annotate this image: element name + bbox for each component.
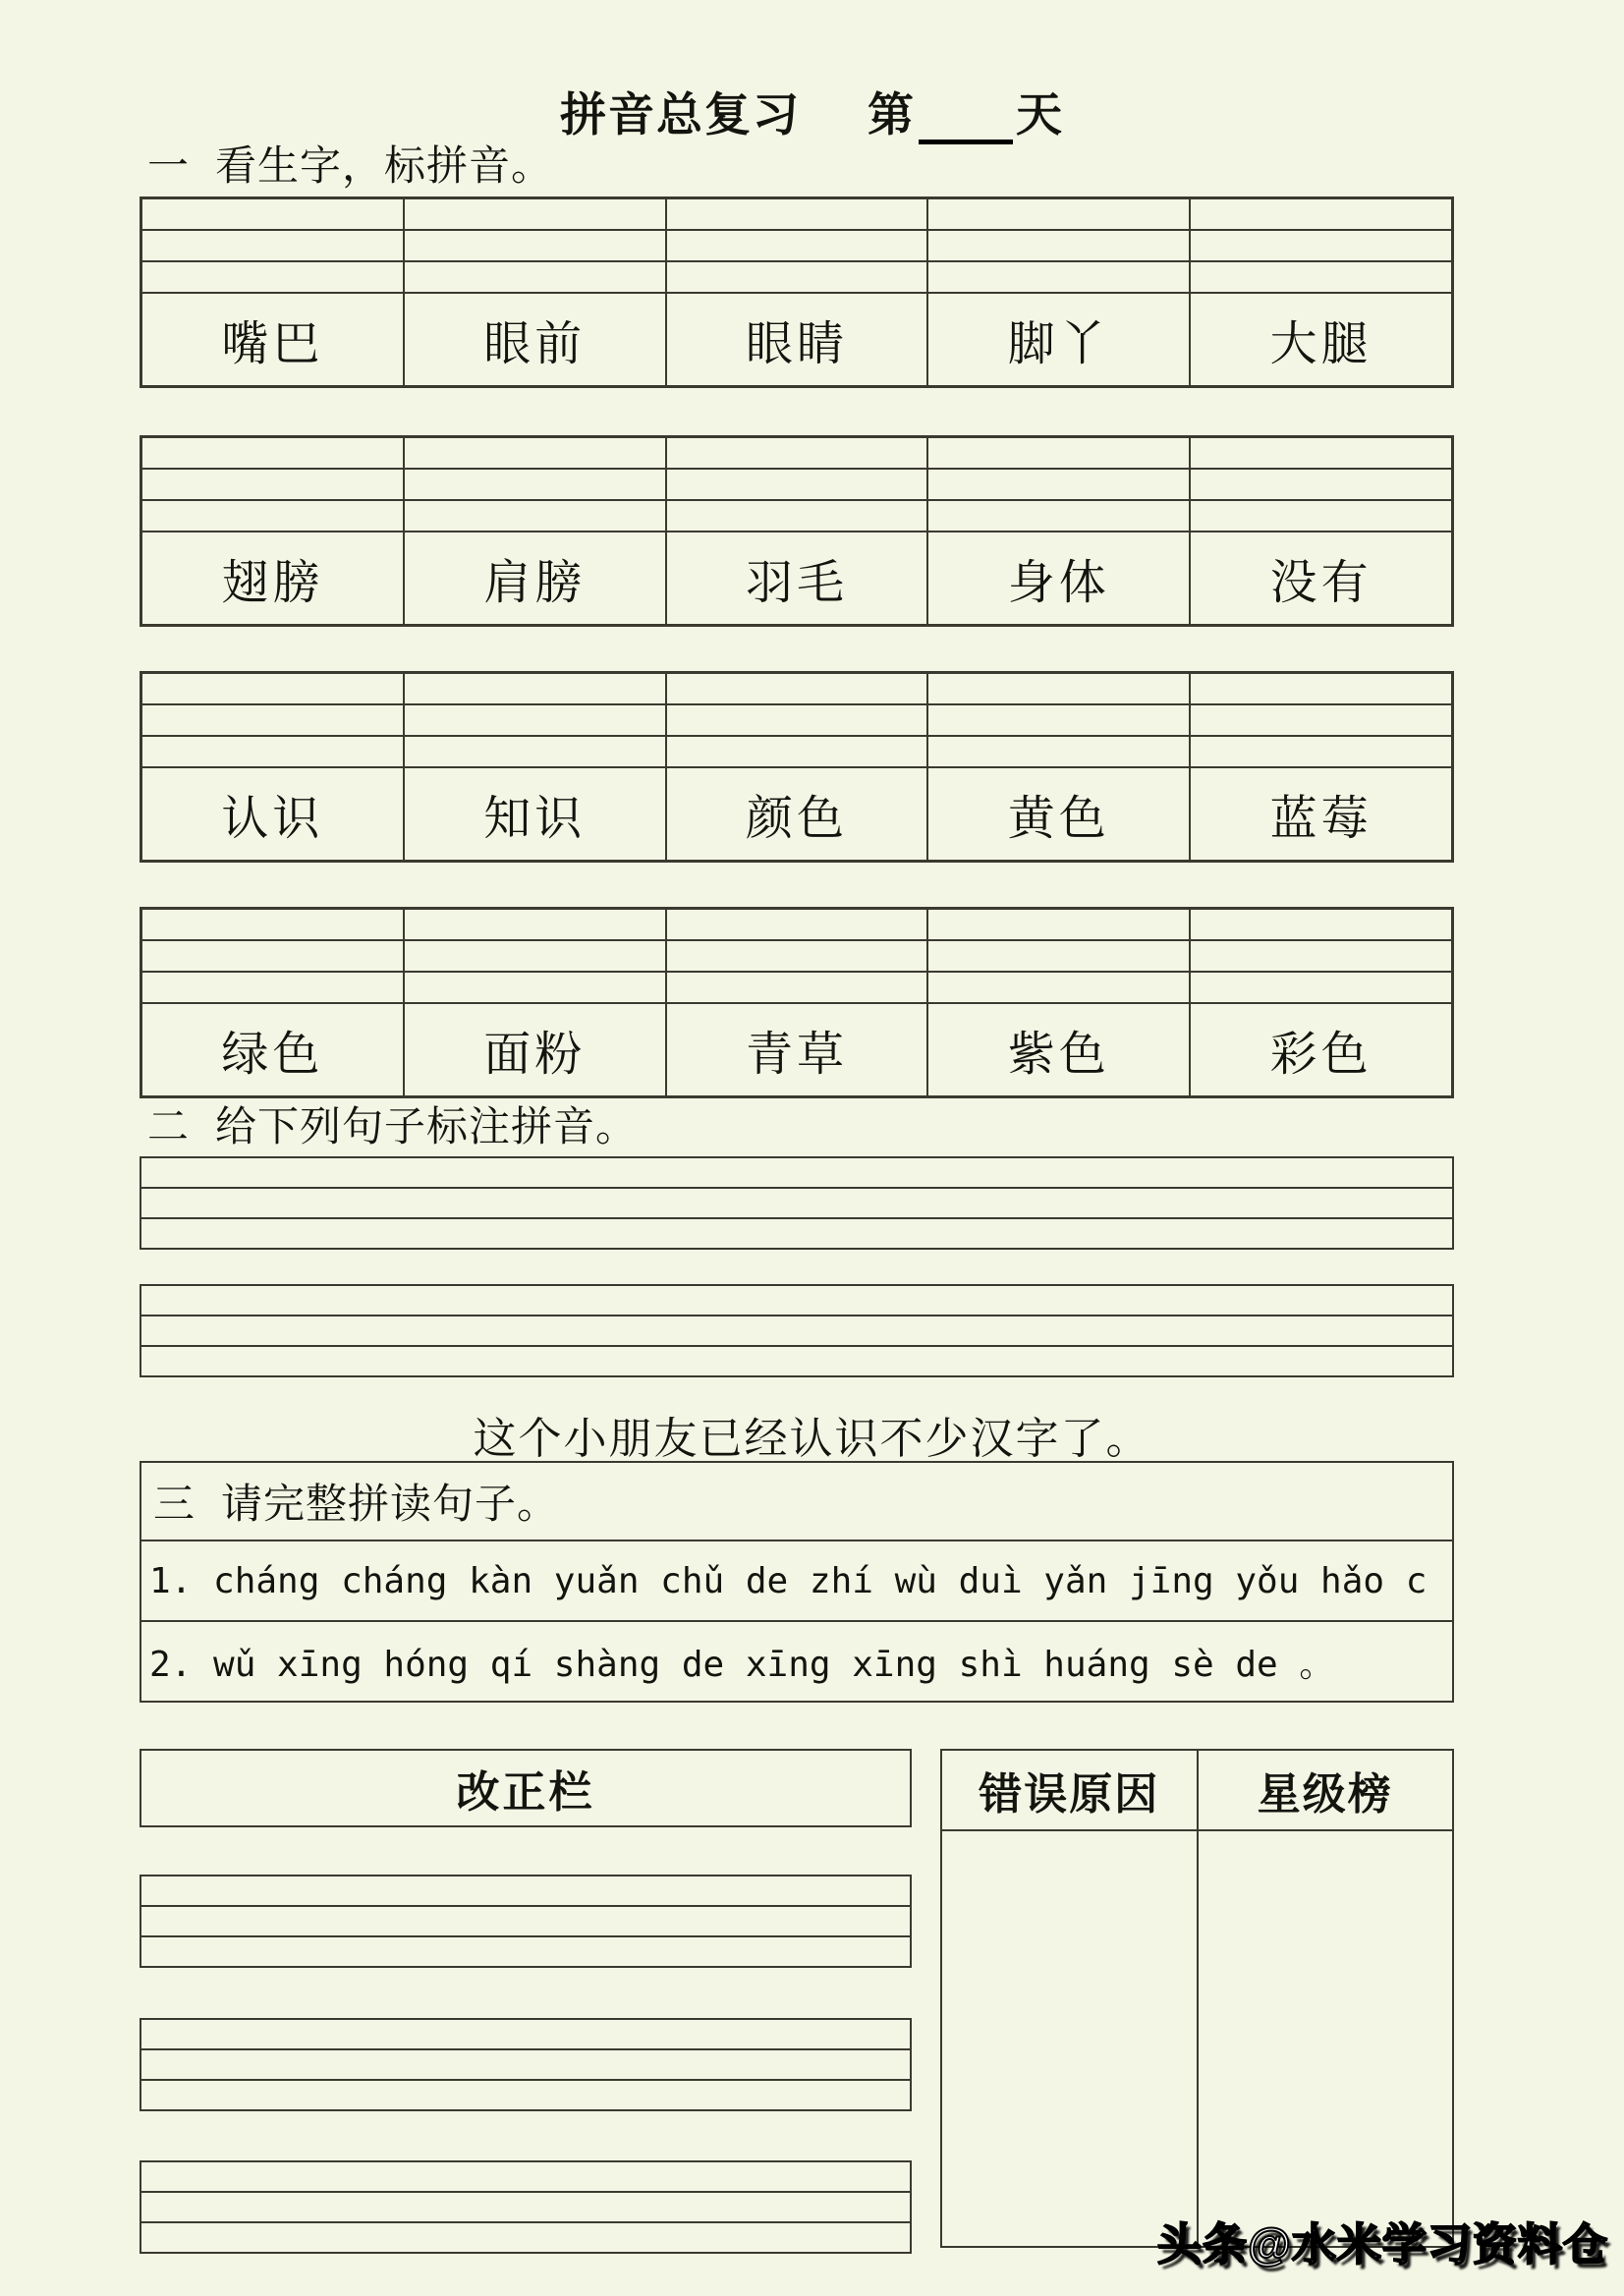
pinyin-blank-row	[142, 229, 1451, 260]
title-main: 拼音总复习	[560, 90, 801, 141]
word-cell: 嘴巴	[221, 318, 324, 370]
word-cell: 脚丫	[926, 294, 1189, 385]
watermark: 头条@水米学习资料仓	[1157, 2219, 1608, 2269]
word-cell: 颜色	[665, 768, 927, 860]
section-three-text: 请完整拼读句子。	[221, 1483, 560, 1528]
writing-line	[141, 2048, 910, 2079]
correction-lines-block-2	[140, 2018, 912, 2111]
writing-line	[141, 2020, 910, 2048]
writing-line	[141, 2221, 910, 2252]
writing-lines-block-2	[140, 1284, 1454, 1377]
section-three-number: 三	[153, 1483, 196, 1528]
word-cell: 知识	[403, 768, 665, 860]
day-blank-underline	[919, 93, 1013, 144]
word-cell: 没有	[1189, 532, 1451, 624]
word-cell: 认识	[221, 793, 324, 845]
writing-line	[141, 1187, 1452, 1217]
word-cell: 绿色	[221, 1029, 324, 1081]
word-table-2	[140, 435, 1454, 627]
word-cell: 黄色	[926, 768, 1189, 860]
writing-line	[141, 2191, 910, 2221]
word-row	[142, 1002, 1451, 1095]
pinyin-sentence-2: 2. wǔ xīng hóng qí shàng de xīng xīng shì huáng sè de 。	[141, 1620, 1452, 1701]
section-one-heading	[147, 134, 553, 193]
word-row	[142, 292, 1451, 385]
writing-line	[141, 1158, 1452, 1187]
word-row	[142, 766, 1451, 860]
pinyin-blank-row	[142, 971, 1451, 1002]
title-day-suffix: 天	[1016, 90, 1064, 141]
error-reason-cell	[942, 1831, 1197, 2246]
pinyin-blank-row	[142, 703, 1451, 735]
pinyin-blank-row	[142, 674, 1451, 703]
section-two-text: 给下列句子标注拼音。	[215, 1105, 639, 1150]
writing-line	[141, 1876, 910, 1905]
error-reason-header: 错误原因	[979, 1770, 1160, 1819]
word-cell: 青草	[665, 1004, 927, 1095]
title-day-prefix: 第	[868, 90, 916, 141]
writing-line	[141, 1286, 1452, 1315]
word-cell: 眼睛	[665, 294, 927, 385]
correction-lines-block-3	[140, 2160, 912, 2254]
pinyin-blank-row	[142, 199, 1451, 229]
word-cell: 羽毛	[665, 532, 927, 624]
error-star-body-row	[942, 1831, 1452, 2246]
word-cell: 蓝莓	[1189, 768, 1451, 860]
pinyin-blank-row	[142, 910, 1451, 939]
pinyin-blank-row	[142, 468, 1451, 499]
writing-lines-block-1	[140, 1156, 1454, 1250]
word-row	[142, 531, 1451, 624]
word-table-1	[140, 196, 1454, 388]
error-star-table	[940, 1749, 1454, 2248]
word-cell: 大腿	[1189, 294, 1451, 385]
pinyin-sentence-1: 1. cháng cháng kàn yuǎn chǔ de zhí wù duì yǎn jīng yǒu hǎo c	[141, 1540, 1452, 1620]
word-cell: 身体	[926, 532, 1189, 624]
section-two-number: 二	[147, 1105, 191, 1150]
word-cell: 彩色	[1189, 1004, 1451, 1095]
section-one-text: 看生字，标拼音。	[215, 144, 554, 190]
pinyin-blank-row	[142, 735, 1451, 766]
section-three-heading	[141, 1463, 1452, 1540]
error-star-header-row	[942, 1751, 1452, 1831]
correction-column-header: 改正栏	[140, 1749, 912, 1827]
correction-lines-block-1	[140, 1875, 912, 1968]
writing-line	[141, 1935, 910, 1966]
writing-line	[141, 1345, 1452, 1375]
pinyin-blank-row	[142, 438, 1451, 468]
writing-line	[141, 1217, 1452, 1248]
writing-line	[141, 2079, 910, 2109]
word-cell: 紫色	[926, 1004, 1189, 1095]
pinyin-blank-row	[142, 499, 1451, 531]
section-two-heading	[147, 1094, 638, 1153]
writing-line	[141, 2162, 910, 2191]
pinyin-blank-row	[142, 939, 1451, 971]
writing-line	[141, 1315, 1452, 1345]
word-cell: 面粉	[403, 1004, 665, 1095]
pinyin-blank-row	[142, 260, 1451, 292]
section-one-number: 一	[147, 144, 191, 190]
star-board-header: 星级榜	[1197, 1751, 1453, 1829]
writing-line	[141, 1905, 910, 1935]
word-cell: 眼前	[403, 294, 665, 385]
word-table-3	[140, 671, 1454, 863]
example-sentence: 这个小朋友已经认识不少汉字了。	[473, 1415, 1151, 1463]
word-table-4	[140, 907, 1454, 1098]
word-cell: 肩膀	[403, 532, 665, 624]
section-three-box	[140, 1461, 1454, 1703]
star-board-cell	[1197, 1831, 1453, 2246]
word-cell: 翅膀	[221, 557, 324, 609]
